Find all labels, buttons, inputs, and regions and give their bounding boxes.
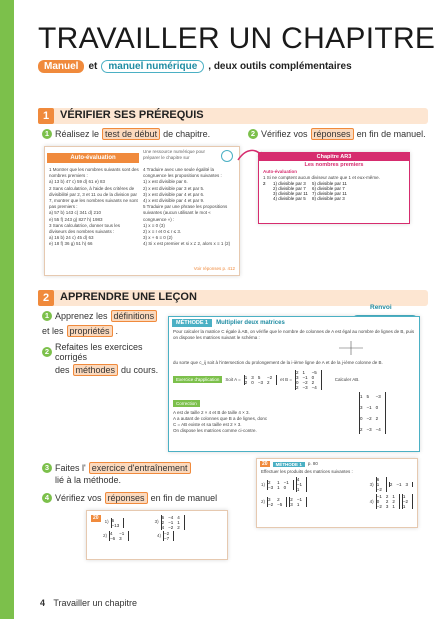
chapitre-item2: 2 1) divisible par 3 5) divisible par 11 2) divisible par 7 6) divisible par 7 3) divisible par 11 7) divisible par 11 4) divisible par 5 8) divisible par 3 <box>259 181 409 201</box>
section1-title: VÉRIFIER SES PRÉREQUIS <box>60 109 204 121</box>
autoeval-footer-ref: Voir réponses p. 412 <box>193 265 235 271</box>
exercise-methode-label: MÉTHODE 1 <box>273 462 305 467</box>
page-title: TRAVAILLER UN CHAPITRE <box>38 22 435 55</box>
subtitle-rest: , deux outils complémentaires <box>208 61 352 72</box>
step-badge: 4 <box>42 493 52 503</box>
answers-card <box>86 510 228 560</box>
matrix-a: 1 3 5 −2 2 0 −3 2 <box>244 375 277 385</box>
page-subtitle <box>38 60 352 73</box>
autoeval-header: Auto-évaluation <box>47 153 139 163</box>
renvoi-label: Renvoi <box>370 304 392 311</box>
digital-resource-icon <box>221 150 233 162</box>
matrix-b: 2 1 −5 3 −1 0 0 −2 2 2 −3 −4 <box>295 370 322 390</box>
correction-matrix: 1 5 −3 3 −1 0 0 −2 2 2 −3 −4 <box>359 392 386 435</box>
exercise-problems-row1: 1) 2 1 −1 −3 1 0 4 −1 1 3) 6 1 −2 2 −1 3 <box>257 475 417 494</box>
step-badge: 1 <box>42 311 52 321</box>
step-badge: 3 <box>42 463 52 473</box>
methode-exercise-row: Exercice d'application Soit A = 1 3 5 −2 2 0 −3 2 et B = 2 1 −5 3 −1 0 0 −2 2 2 −3 −4 Calculer AB. <box>169 367 419 390</box>
chapitre-grid: 1) divisible par 3 5) divisible par 11 2) divisible par 7 6) divisible par 7 3) divisible par 11 7) divisible par 11 4) divisible par 5 8) divisible par 3 <box>273 181 347 202</box>
methode-card <box>168 316 420 452</box>
page-footer <box>40 598 137 608</box>
answers-row1: 20 1) 6 −13 3) 6 −4 4 2 −1 1 4 −2 2 <box>87 511 227 530</box>
exercise-problems-row2: 2) 3 2 −2 −5 2 −1 3 1 4) −1 2 1 0 2 2 −2 3 1 1 −2 1 <box>257 494 417 509</box>
section2-step1: 1 Apprenez les définitions et les propriétés . <box>42 310 162 337</box>
autoeval-left-column: 1 Montrer que les nombres suivants sont des nombres premiers : a) 13 b) 47 c) 59 d) 61 e) 83 2 Sans calculatrice, à l'aide des critères de divisibilité par 2, 3 et 11 ou de la division par 7, montrer que les nombres suivants ne sont pas premiers : a) 57 b) 143 c) 341 d) 210 e) 55 f) 243 g) 827 h) 1983 3 Sans calculatrice, donner tous les diviseurs des nombres suivants : a) 16 b) 24 c) 45 d) 63 e) 18 f) 36 g) 51 h) 66 <box>49 167 139 247</box>
manuel-numerique-pill: manuel numérique <box>101 60 204 73</box>
step-badge: 1 <box>42 129 52 139</box>
autoeval-card <box>44 146 240 276</box>
chapitre-item1: 1 Si ne comptent aucun diviseur autre que 1 et eux-même. <box>263 175 380 181</box>
chapitre-autoeval-label: Auto-évaluation <box>263 169 298 174</box>
section1-number: 1 <box>38 108 54 124</box>
methode-scheme <box>339 341 363 355</box>
step-badge: 2 <box>42 347 52 357</box>
section1-step2: 2 Vérifiez vos réponses en fin de manuel. <box>248 128 426 140</box>
green-side-bar <box>0 0 14 619</box>
subtitle-et: et <box>88 61 98 72</box>
methode-intro: Pour calculer la matrice C égale à AB, on vérifie que le nombre de colonnes de A est égal au nombre de lignes de B, puis on dispose les matrices suivant le schéma : <box>173 329 415 341</box>
methode-tag: MÉTHODE 1 <box>172 319 212 327</box>
manuel-pill: Manuel <box>38 60 84 73</box>
chapitre-subheader: Les nombres premiers <box>259 161 409 169</box>
section2-number: 2 <box>38 290 54 306</box>
answers-row2: 2) 4 −1 −6 3 4) −2 −7 <box>87 530 227 541</box>
chapitre-answers-card <box>258 152 410 224</box>
methode-intro2: du sorte que c_ij soit à l'intersection du prolongement de la i-ième ligne de A et de la j-ième colonne de B. <box>173 360 383 366</box>
highlight-exercice-entrainement: exercice d'entraînement <box>89 462 191 474</box>
highlight-reponses-2: réponses <box>105 492 148 504</box>
correction-row: Correction A est de taille 2 × 4 et B de taille 4 × 3. A a autant de colonnes que B a de lignes, donc C = AB existe et sa taille est 2 × 3. On dispose les matrices comme ci-contre. 1 5 −3 3 −1 0 0 −2 2 2 −3 −4 <box>169 390 419 435</box>
step-badge: 2 <box>248 129 258 139</box>
exercise-number: 20 <box>262 461 268 468</box>
answers-number: 20 <box>93 515 99 521</box>
highlight-test-debut: test de début <box>102 128 160 140</box>
footer-text: Travailler un chapitre <box>53 598 138 608</box>
methode-title: Multiplier deux matrices <box>216 320 285 326</box>
highlight-proprietes: propriétés <box>67 325 113 337</box>
section2-step4: 4 Vérifiez vos réponses en fin de manuel <box>42 492 217 504</box>
section2-title: APPRENDRE UNE LEÇON <box>60 291 197 303</box>
section1-step1: 1 Réalisez le test de début de chapitre. <box>42 128 210 140</box>
section2-step2: 2 Refaites les exercices corrigés des méthodes du cours. <box>42 342 166 376</box>
chapitre-header: Chapitre AR3 <box>259 153 409 161</box>
exercise-application-tag: Exercice d'application <box>173 376 222 383</box>
correction-tag: Correction <box>173 400 200 407</box>
autoeval-right-column: 4 Traduire avec une seule égalité la congruence les propositions suivantes : 1) x est divisible par 6. 2) x est divisible par 3 et par 5. 3) x est divisible par 4 et par 6. 4) x est divisible par 4 et par 9. 5 Traduire par une phrase les propositions suivantes (aucun utilisant le mot « congruence ») : 1) x ≡ 0 (3) 2) x ≡ r et 0 ≤ r ≤ 3. 3) x + 6 ≡ 0 (2) 4) Si x est premier et si x ≠ 2, alors x ≡ 1 (2) <box>143 167 231 247</box>
page-number: 4 <box>40 598 46 608</box>
digital-note: Une ressource numérique pour préparer le chapitre sur <box>143 149 206 161</box>
highlight-definitions: définitions <box>111 310 158 322</box>
highlight-reponses: réponses <box>311 128 354 140</box>
exercise-card: 20 MÉTHODE 1 p. 80 Effectuer les produits des matrices suivantes : 1) 2 1 −1 −3 1 0 4 −1 1 3) 6 1 −2 2 −1 3 2) 3 2 −2 −5 2 −1 3 1 4) −1 2 1 0 2 2 −2 3 1 1 −2 1 <box>256 458 418 528</box>
highlight-methodes: méthodes <box>73 364 119 376</box>
exercise-instruction: Effectuer les produits des matrices suivantes : <box>261 469 353 475</box>
section2-step3: 3 Faites l' exercice d'entraînement lié à la méthode. <box>42 462 212 485</box>
